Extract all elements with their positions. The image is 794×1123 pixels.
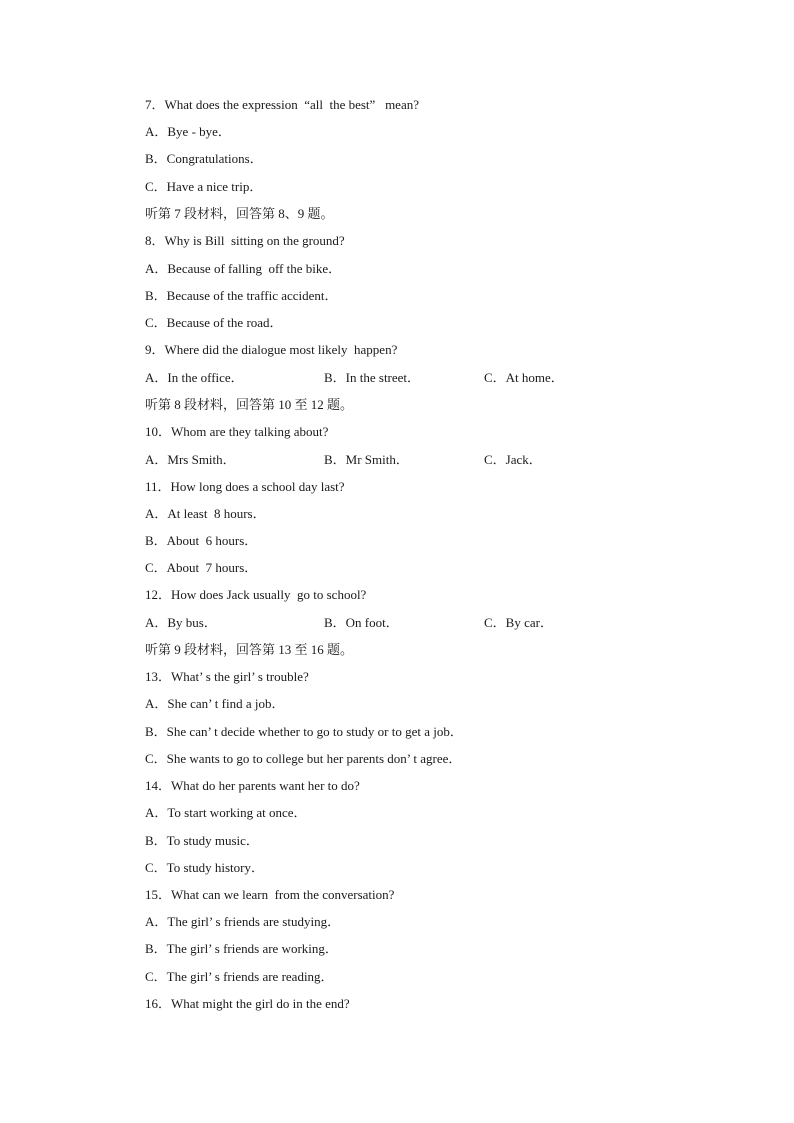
question-9-options bbox=[145, 369, 705, 387]
question-12-options bbox=[145, 614, 705, 632]
section-7-instruction: 听第 7 段材料，回答第 8、9 题。 bbox=[145, 206, 334, 221]
question-13-option-b: B．She can’ t decide whether to go to study or to get a job． bbox=[145, 724, 463, 739]
question-15-option-c: C．The girl’ s friends are reading． bbox=[145, 969, 334, 984]
question-8-option-c: C．Because of the road． bbox=[145, 315, 283, 330]
question-12-stem: 12．How does Jack usually go to school? bbox=[145, 587, 367, 602]
question-9-option-b: B．In the street． bbox=[324, 370, 421, 385]
section-9-instruction: 听第 9 段材料，回答第 13 至 16 题。 bbox=[145, 642, 354, 657]
question-9-option-c: C．At home． bbox=[484, 370, 564, 385]
question-13-option-c: C．She wants to go to college but her parents don’ t agree． bbox=[145, 751, 462, 766]
question-13-stem: 13．What’ s the girl’ s trouble? bbox=[145, 669, 309, 684]
question-11-option-b: B．About 6 hours． bbox=[145, 533, 258, 548]
question-11-option-c: C．About 7 hours． bbox=[145, 560, 258, 575]
question-11-stem: 11．How long does a school day last? bbox=[145, 479, 345, 494]
question-7-stem: 7．What does the expression “all the best” mean? bbox=[145, 97, 419, 112]
question-15-stem: 15．What can we learn from the conversation? bbox=[145, 887, 395, 902]
question-15-option-a: A．The girl’ s friends are studying． bbox=[145, 914, 341, 929]
question-14-option-c: C．To study history． bbox=[145, 860, 264, 875]
question-12-option-b: B．On foot． bbox=[324, 615, 399, 630]
question-7-option-c: C．Have a nice trip． bbox=[145, 179, 263, 194]
question-9-stem: 9．Where did the dialogue most likely happen? bbox=[145, 342, 398, 357]
question-9-option-a: A．In the office． bbox=[145, 370, 244, 385]
question-8-stem: 8．Why is Bill sitting on the ground? bbox=[145, 233, 345, 248]
question-16-stem: 16．What might the girl do in the end? bbox=[145, 996, 350, 1011]
section-8-instruction: 听第 8 段材料，回答第 10 至 12 题。 bbox=[145, 397, 354, 412]
question-8-option-a: A．Because of falling off the bike． bbox=[145, 261, 342, 276]
question-10-options bbox=[145, 451, 705, 469]
question-13-option-a: A．She can’ t find a job． bbox=[145, 696, 285, 711]
question-7-option-b: B．Congratulations． bbox=[145, 151, 263, 166]
question-10-option-a: A．Mrs Smith． bbox=[145, 452, 236, 467]
question-15-option-b: B．The girl’ s friends are working． bbox=[145, 941, 338, 956]
question-12-option-a: A．By bus． bbox=[145, 615, 217, 630]
question-10-option-b: B．Mr Smith． bbox=[324, 452, 409, 467]
question-14-option-a: A．To start working at once． bbox=[145, 805, 307, 820]
question-11-option-a: A．At least 8 hours． bbox=[145, 506, 266, 521]
question-12-option-c: C．By car． bbox=[484, 615, 553, 630]
question-14-option-b: B．To study music． bbox=[145, 833, 259, 848]
question-10-stem: 10．Whom are they talking about? bbox=[145, 424, 329, 439]
question-7-option-a: A．Bye - bye． bbox=[145, 124, 231, 139]
question-8-option-b: B．Because of the traffic accident． bbox=[145, 288, 338, 303]
question-10-option-c: C．Jack． bbox=[484, 452, 542, 467]
question-14-stem: 14．What do her parents want her to do? bbox=[145, 778, 360, 793]
